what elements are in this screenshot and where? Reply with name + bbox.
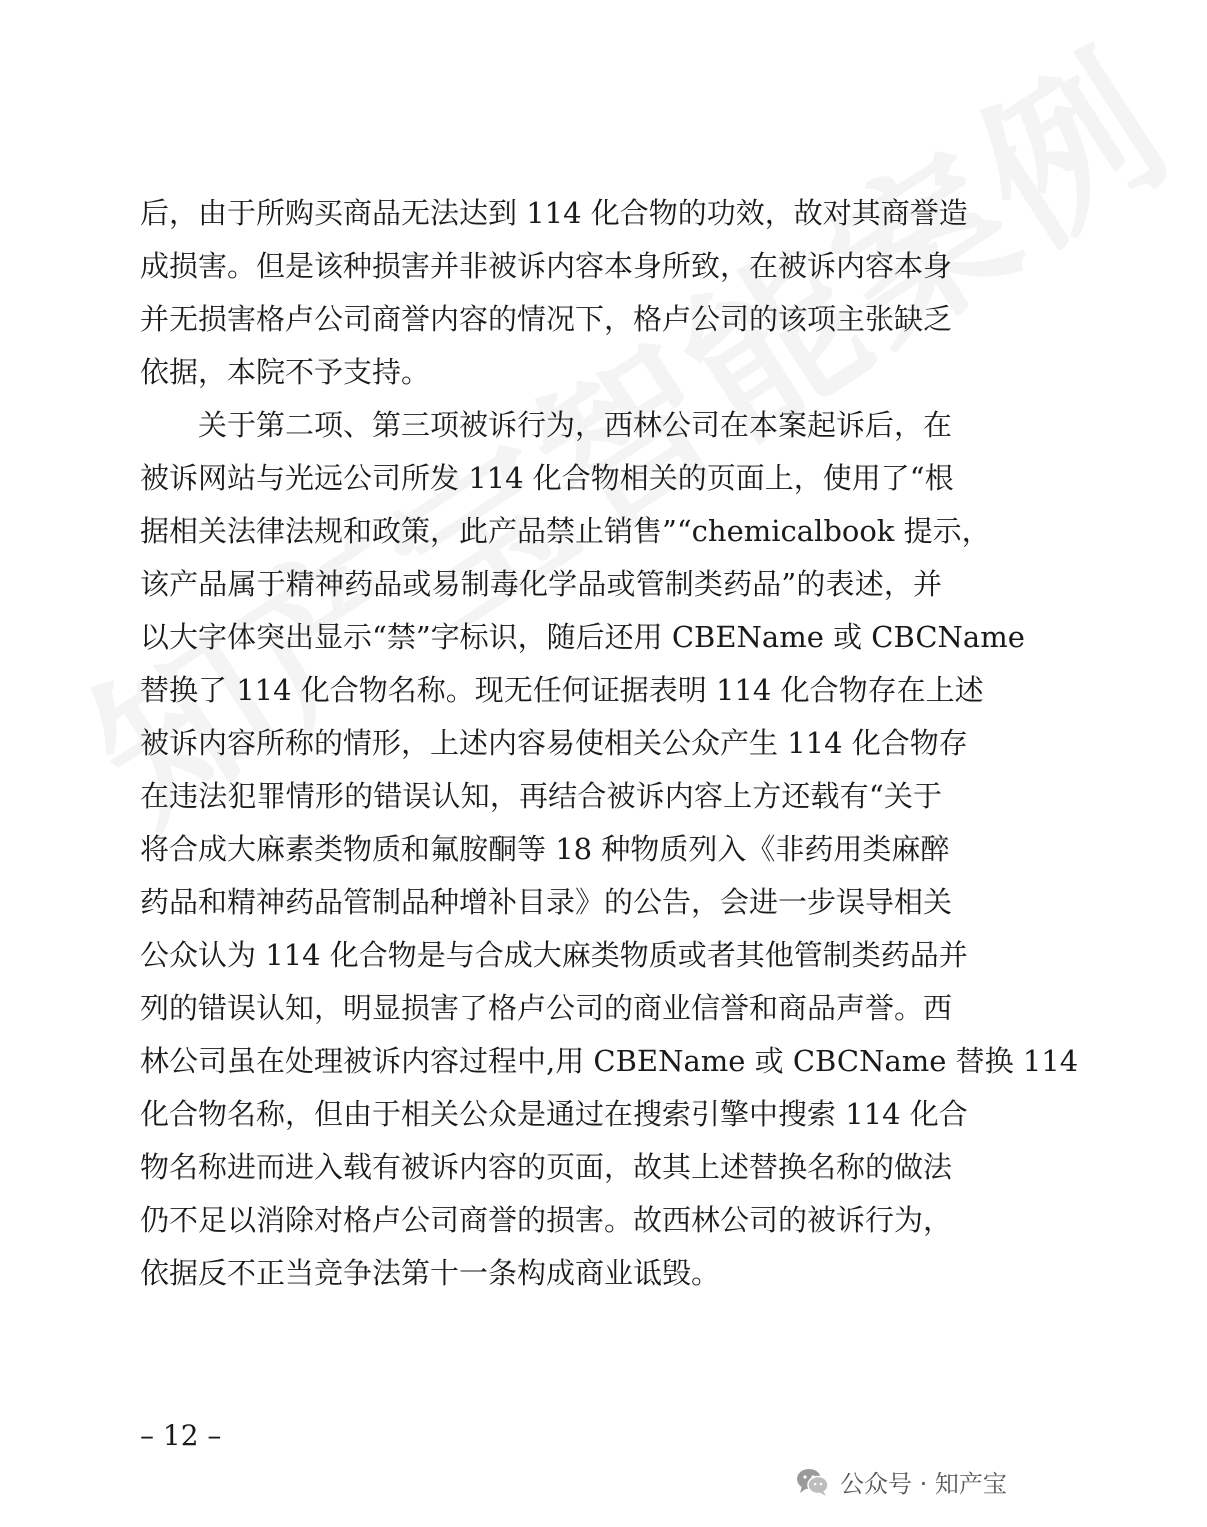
text-line: 物名称进而进入载有被诉内容的页面，故其上述替换名称的做法 [140, 1150, 953, 1184]
wechat-icon [796, 1467, 830, 1497]
footer-label: 公众号 · 知产宝 [840, 1470, 1007, 1498]
text-line: 该产品属于精神药品或易制毒化学品或管制类药品”的表述，并 [140, 567, 942, 601]
footer-brand[interactable] [796, 1464, 1007, 1499]
text-line: 化合物名称，但由于相关公众是通过在搜索引擎中搜索 114 化合 [140, 1097, 968, 1131]
text-line: 依据反不正当竞争法第十一条构成商业诋毁。 [140, 1256, 721, 1290]
text-line: 在违法犯罪情形的错误认知，再结合被诉内容上方还载有“关于 [140, 779, 942, 813]
text-line: 被诉内容所称的情形，上述内容易使相关公众产生 114 化合物存 [140, 726, 968, 760]
text-line: 将合成大麻素类物质和氟胺酮等 18 种物质列入《非药用类麻醉 [140, 832, 950, 866]
body-text [140, 187, 1079, 1300]
text-line: 以大字体突出显示“禁”字标识，随后还用 CBEName 或 CBCName [140, 620, 1025, 654]
text-line: 并无损害格卢公司商誉内容的情况下，格卢公司的该项主张缺乏 [140, 302, 953, 336]
text-line: 后，由于所购买商品无法达到 114 化合物的功效，故对其商誉造 [140, 196, 968, 230]
text-line: 关于第二项、第三项被诉行为，西林公司在本案起诉后，在 [198, 408, 953, 442]
text-line: 依据，本院不予支持。 [140, 355, 431, 389]
text-line: 林公司虽在处理被诉内容过程中,用 CBEName 或 CBCName 替换 114 [140, 1044, 1079, 1078]
text-line: 成损害。但是该种损害并非被诉内容本身所致，在被诉内容本身 [140, 249, 953, 283]
text-line: 仍不足以消除对格卢公司商誉的损害。故西林公司的被诉行为， [140, 1203, 953, 1237]
text-line: 公众认为 114 化合物是与合成大麻类物质或者其他管制类药品并 [140, 938, 968, 972]
text-line: 被诉网站与光远公司所发 114 化合物相关的页面上，使用了“根 [140, 461, 954, 495]
text-line: 据相关法律法规和政策，此产品禁止销售”“chemicalbook 提示， [140, 514, 991, 548]
text-line: 列的错误认知，明显损害了格卢公司的商业信誉和商品声誉。西 [140, 991, 953, 1025]
page-number: – 12 – [140, 1419, 222, 1452]
text-line: 替换了 114 化合物名称。现无任何证据表明 114 化合物存在上述 [140, 673, 984, 707]
text-line: 药品和精神药品管制品种增补目录》的公告，会进一步误导相关 [140, 885, 953, 919]
